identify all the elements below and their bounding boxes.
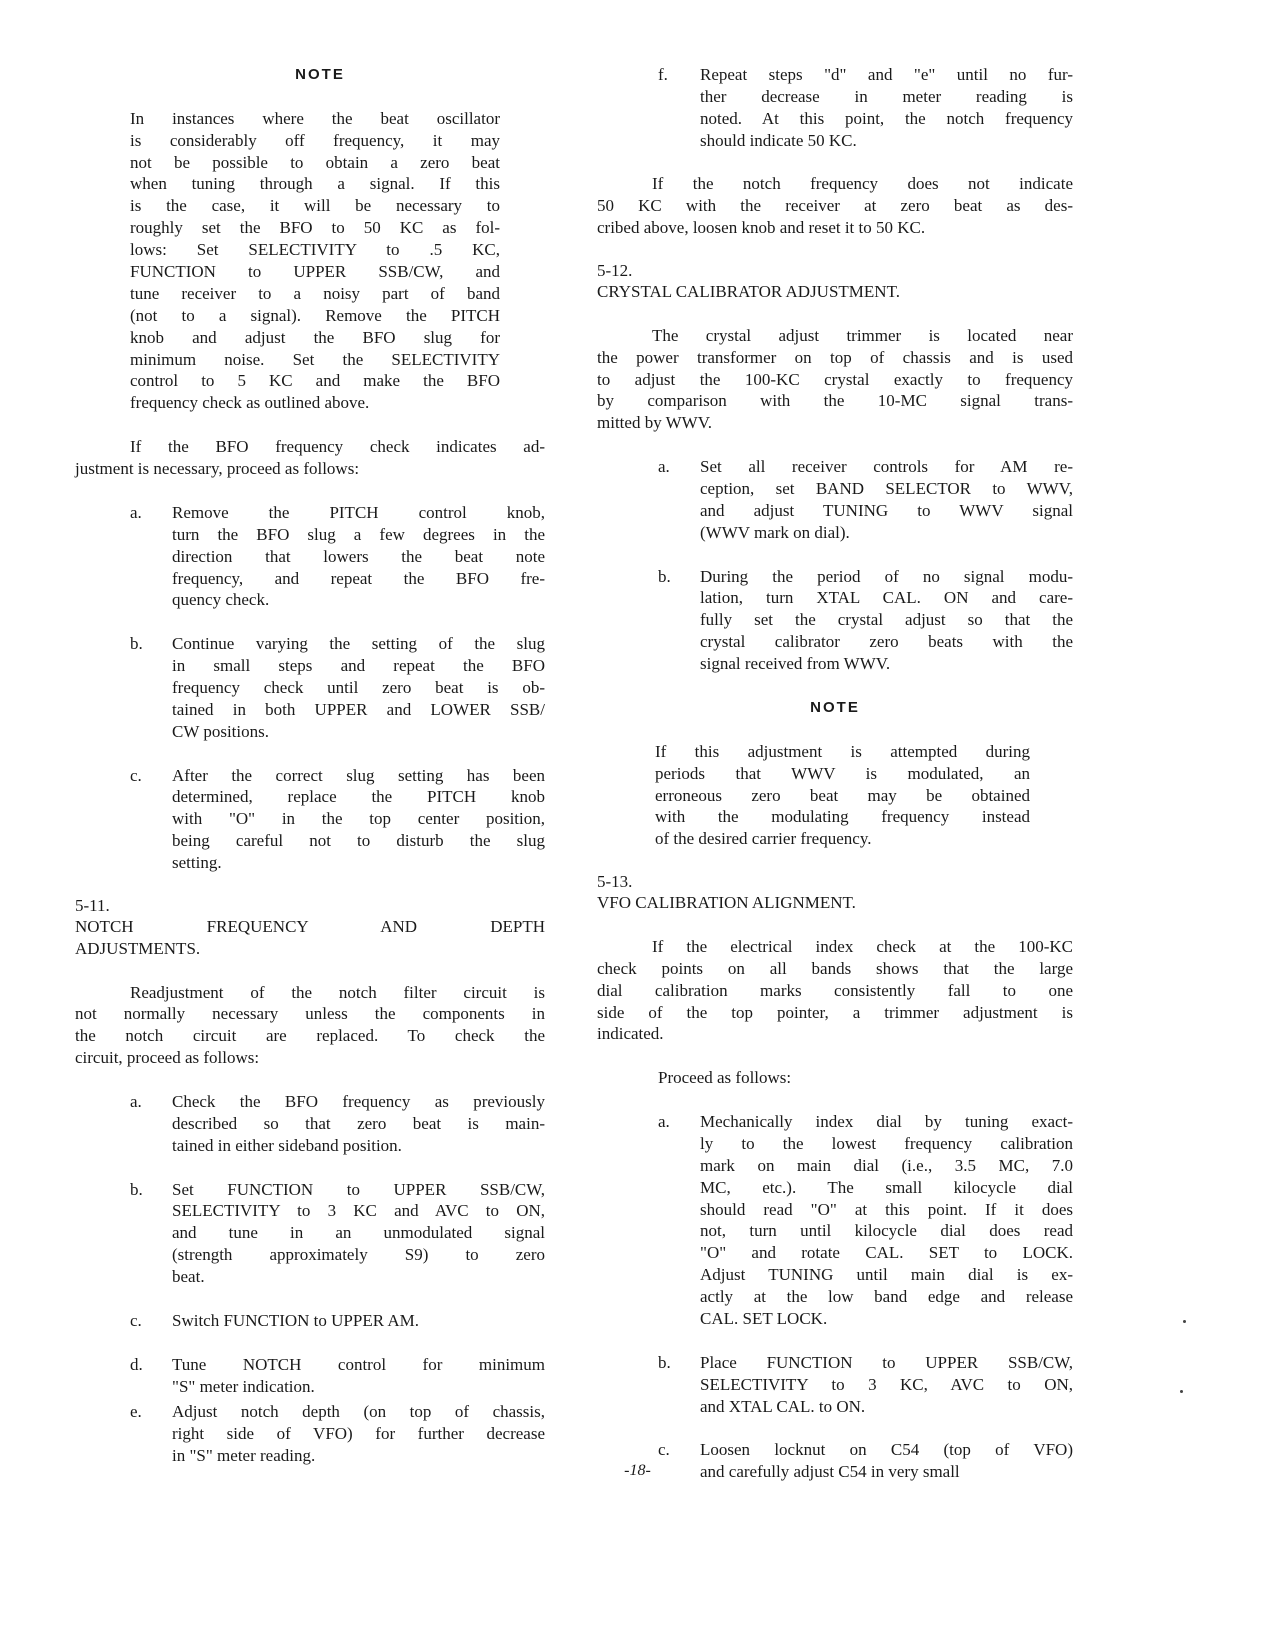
section-title: [597, 892, 1073, 914]
item-text: [700, 566, 1073, 675]
item-text: [700, 1352, 1073, 1418]
text-line: lows: Set SELECTIVITY to .5 KC,: [130, 240, 500, 260]
item-text: [172, 633, 545, 742]
text-line: "O" and rotate CAL. SET to LOCK.: [700, 1243, 1073, 1263]
text-line: If the electrical index check at the 100-KC: [652, 936, 1073, 956]
text-line: of the desired carrier frequency.: [655, 829, 872, 849]
text-line: is the case, it will be necessary to: [130, 196, 500, 216]
text-line: frequency, and repeat the BFO fre-: [172, 568, 545, 588]
text-line: in small steps and repeat the BFO: [172, 656, 545, 676]
text-line: minimum noise. Set the SELECTIVITY: [130, 349, 500, 369]
text-line: Tune NOTCH control for minimum: [172, 1354, 545, 1374]
text-line: 50 KC with the receiver at zero beat as des-: [597, 196, 1073, 216]
item-letter: f.: [658, 65, 668, 84]
text-line: by comparison with the 10-MC signal trans-: [597, 391, 1073, 411]
text-line: Repeat steps "d" and "e" until no fur-: [700, 65, 1073, 84]
note-heading: [75, 64, 545, 86]
list-item: [597, 456, 1073, 544]
text-line: If the notch frequency does not indicate: [652, 174, 1073, 194]
text-line: and adjust TUNING to WWV signal: [700, 500, 1073, 520]
text-line: (strength approximately S9) to zero: [172, 1245, 545, 1265]
text-line: Place FUNCTION to UPPER SSB/CW,: [700, 1352, 1073, 1372]
text-line: frequency check until zero beat is ob-: [172, 677, 545, 697]
text-line: knob and adjust the BFO slug for: [130, 327, 500, 347]
text-line: turn the BFO slug a few degrees in the: [172, 524, 545, 544]
para: [597, 173, 1073, 239]
scan-speck: [1180, 1390, 1183, 1393]
text-line: being careful not to disturb the slug: [172, 831, 545, 851]
text-line: Set FUNCTION to UPPER SSB/CW,: [172, 1179, 545, 1199]
item-text: [700, 1111, 1073, 1330]
text-line: ADJUSTMENTS.: [75, 938, 201, 958]
section-title: [75, 916, 545, 960]
item-letter: e.: [130, 1402, 142, 1422]
text-line: quency check.: [172, 590, 270, 610]
text-line: NOTE: [295, 66, 345, 83]
para: [597, 936, 1073, 1045]
note-para: [130, 108, 500, 414]
text-line: Adjust TUNING until main dial is ex-: [700, 1265, 1073, 1285]
text-line: beat.: [172, 1267, 205, 1287]
list-item: [597, 1111, 1073, 1330]
text-line: Check the BFO frequency as previously: [172, 1091, 545, 1111]
para: [75, 982, 545, 1070]
item-letter: c.: [130, 1310, 142, 1330]
section-number: 5-11.: [75, 895, 110, 915]
text-line: the power transformer on top of chassis and is used: [597, 347, 1073, 367]
text-line: periods that WWV is modulated, an: [655, 763, 1030, 783]
text-line: signal received from WWV.: [700, 654, 891, 674]
text-line: control to 5 KC and make the BFO: [130, 371, 500, 391]
text-line: to adjust the 100-KC crystal exactly to frequency: [597, 369, 1073, 389]
section-heading: [597, 261, 1073, 303]
list-item: [597, 566, 1073, 675]
text-line: is considerably off frequency, it may: [130, 130, 500, 150]
text-line: not normally necessary unless the components in: [75, 1004, 545, 1024]
text-line: Remove the PITCH control knob,: [172, 502, 545, 522]
item-letter: b.: [658, 1352, 671, 1372]
list-item: [75, 1354, 545, 1398]
text-line: Switch FUNCTION to UPPER AM.: [172, 1310, 420, 1330]
text-line: not be possible to obtain a zero beat: [130, 152, 500, 172]
item-letter: b.: [130, 1179, 143, 1199]
item-letter: a.: [130, 1091, 142, 1111]
text-line: After the correct slug setting has been: [172, 765, 545, 785]
list-item: [75, 633, 545, 742]
left-column: [75, 64, 545, 1489]
item-text: [172, 502, 545, 611]
list-item: [597, 1352, 1073, 1418]
section-heading: [597, 872, 1073, 914]
text-line: The crystal adjust trimmer is located near: [652, 325, 1073, 345]
text-line: crystal calibrator zero beats with the: [700, 632, 1073, 652]
list-item: [75, 765, 545, 874]
text-line: roughly set the BFO to 50 KC as fol-: [130, 218, 500, 238]
text-line: check points on all bands shows that the large: [597, 958, 1073, 978]
text-line: should read "O" at this point. If it does: [700, 1199, 1073, 1219]
text-line: (not to a signal). Remove the PITCH: [130, 305, 500, 325]
list-item: [75, 502, 545, 611]
item-text: [172, 1401, 545, 1467]
text-line: NOTCH FREQUENCY AND DEPTH: [75, 916, 545, 936]
text-line: CW positions.: [172, 721, 269, 741]
text-line: tained in either sideband position.: [172, 1135, 402, 1155]
text-line: Readjustment of the notch filter circuit is: [130, 982, 545, 1002]
text-line: in "S" meter reading.: [172, 1446, 316, 1466]
text-line: setting.: [172, 853, 222, 873]
text-line: Set all receiver controls for AM re-: [700, 457, 1073, 477]
item-text: [172, 1091, 545, 1157]
text-line: mark on main dial (i.e., 3.5 MC, 7.0: [700, 1155, 1073, 1175]
note-para: [655, 741, 1030, 850]
text-line: fully set the crystal adjust so that the: [700, 610, 1073, 630]
item-text: [172, 1310, 545, 1332]
item-text: [172, 1354, 545, 1398]
text-line: lation, turn XTAL CAL. ON and care-: [700, 588, 1073, 608]
text-line: described so that zero beat is main-: [172, 1113, 545, 1133]
text-line: with "O" in the top center position,: [172, 809, 545, 829]
section-title: [597, 281, 1073, 303]
item-letter: a.: [658, 1111, 670, 1131]
text-line: CRYSTAL CALIBRATOR ADJUSTMENT.: [597, 282, 900, 302]
text-line: dial calibration marks consistently fall to one: [597, 980, 1073, 1000]
text-line: actly at the low band edge and release: [700, 1287, 1073, 1307]
text-line: Continue varying the setting of the slug: [172, 634, 545, 654]
item-letter: c.: [130, 765, 142, 785]
text-line: VFO CALIBRATION ALIGNMENT.: [597, 893, 856, 913]
text-line: not, turn until kilocycle dial does read: [700, 1221, 1073, 1241]
text-line: Mechanically index dial by tuning exact-: [700, 1111, 1073, 1131]
list-item: [75, 1401, 545, 1467]
text-line: side of the top pointer, a trimmer adjustment is: [597, 1002, 1073, 1022]
text-line: If the BFO frequency check indicates ad-: [130, 437, 545, 457]
text-line: with the modulating frequency instead: [655, 807, 1030, 827]
text-line: noted. At this point, the notch frequency: [700, 108, 1073, 128]
text-line: mitted by WWV.: [597, 413, 713, 433]
list-item: [75, 1179, 545, 1288]
text-line: "S" meter indication.: [172, 1376, 315, 1396]
text-line: FUNCTION to UPPER SSB/CW, and: [130, 262, 500, 282]
text-line: frequency check as outlined above.: [130, 393, 370, 413]
item-letter: b.: [130, 634, 143, 654]
text-line: MC, etc.). The small kilocycle dial: [700, 1177, 1073, 1197]
text-line: right side of VFO) for further decrease: [172, 1424, 545, 1444]
text-line: direction that lowers the beat note: [172, 546, 545, 566]
text-line: If this adjustment is attempted during: [655, 741, 1030, 761]
text-line: Proceed as follows:: [658, 1068, 792, 1088]
list-item: [75, 1091, 545, 1157]
text-line: justment is necessary, proceed as follows:: [75, 459, 360, 479]
text-line: (WWV mark on dial).: [700, 522, 850, 542]
section-number: 5-13.: [597, 872, 633, 892]
scan-speck: [1183, 1320, 1186, 1323]
para: [75, 436, 545, 480]
text-line: Adjust notch depth (on top of chassis,: [172, 1402, 545, 1422]
text-line: the notch circuit are replaced. To check the: [75, 1026, 545, 1046]
text-line: NOTE: [810, 698, 860, 716]
text-line: and XTAL CAL. to ON.: [700, 1396, 866, 1416]
text-line: circuit, proceed as follows:: [75, 1048, 260, 1068]
text-line: In instances where the beat oscillator: [130, 108, 500, 128]
item-letter: a.: [658, 457, 670, 477]
section-heading: [75, 896, 545, 960]
item-text: [172, 1179, 545, 1288]
item-letter: a.: [130, 502, 142, 522]
text-line: SELECTIVITY to 3 KC and AVC to ON,: [172, 1201, 545, 1221]
page-number: -18-: [624, 1462, 651, 1479]
right-column: [597, 64, 1073, 1505]
section-number: 5-12.: [597, 261, 633, 281]
text-line: and tune in an unmodulated signal: [172, 1223, 545, 1243]
text-line: CAL. SET LOCK.: [700, 1309, 828, 1328]
text-line: tained in both UPPER and LOWER SSB/: [172, 699, 545, 719]
item-letter: b.: [658, 566, 671, 586]
text-line: ception, set BAND SELECTOR to WWV,: [700, 479, 1073, 499]
list-item: [597, 64, 1073, 152]
text-line: cribed above, loosen knob and reset it to 50 KC.: [597, 218, 926, 238]
text-line: indicated.: [597, 1024, 664, 1044]
proceed: [597, 1067, 1073, 1089]
text-line: SELECTIVITY to 3 KC, AVC to ON,: [700, 1374, 1073, 1394]
item-text: [700, 456, 1073, 544]
text-line: and carefully adjust C54 in very small: [700, 1462, 960, 1482]
text-line: During the period of no signal modu-: [700, 566, 1073, 586]
text-line: ther decrease in meter reading is: [700, 86, 1073, 106]
text-line: when tuning through a signal. If this: [130, 174, 500, 194]
text-line: tune receiver to a noisy part of band: [130, 283, 500, 303]
text-line: determined, replace the PITCH knob: [172, 787, 545, 807]
note-heading: [597, 697, 1073, 719]
text-line: erroneous zero beat may be obtained: [655, 785, 1030, 805]
item-text: [172, 765, 545, 874]
para: [597, 325, 1073, 434]
item-letter: d.: [130, 1354, 143, 1374]
text-line: ly to the lowest frequency calibration: [700, 1133, 1073, 1153]
text-line: Loosen locknut on C54 (top of VFO): [700, 1440, 1073, 1460]
list-item: [75, 1310, 545, 1332]
item-text: [700, 64, 1073, 152]
text-line: should indicate 50 KC.: [700, 130, 857, 150]
item-letter: c.: [658, 1440, 670, 1460]
